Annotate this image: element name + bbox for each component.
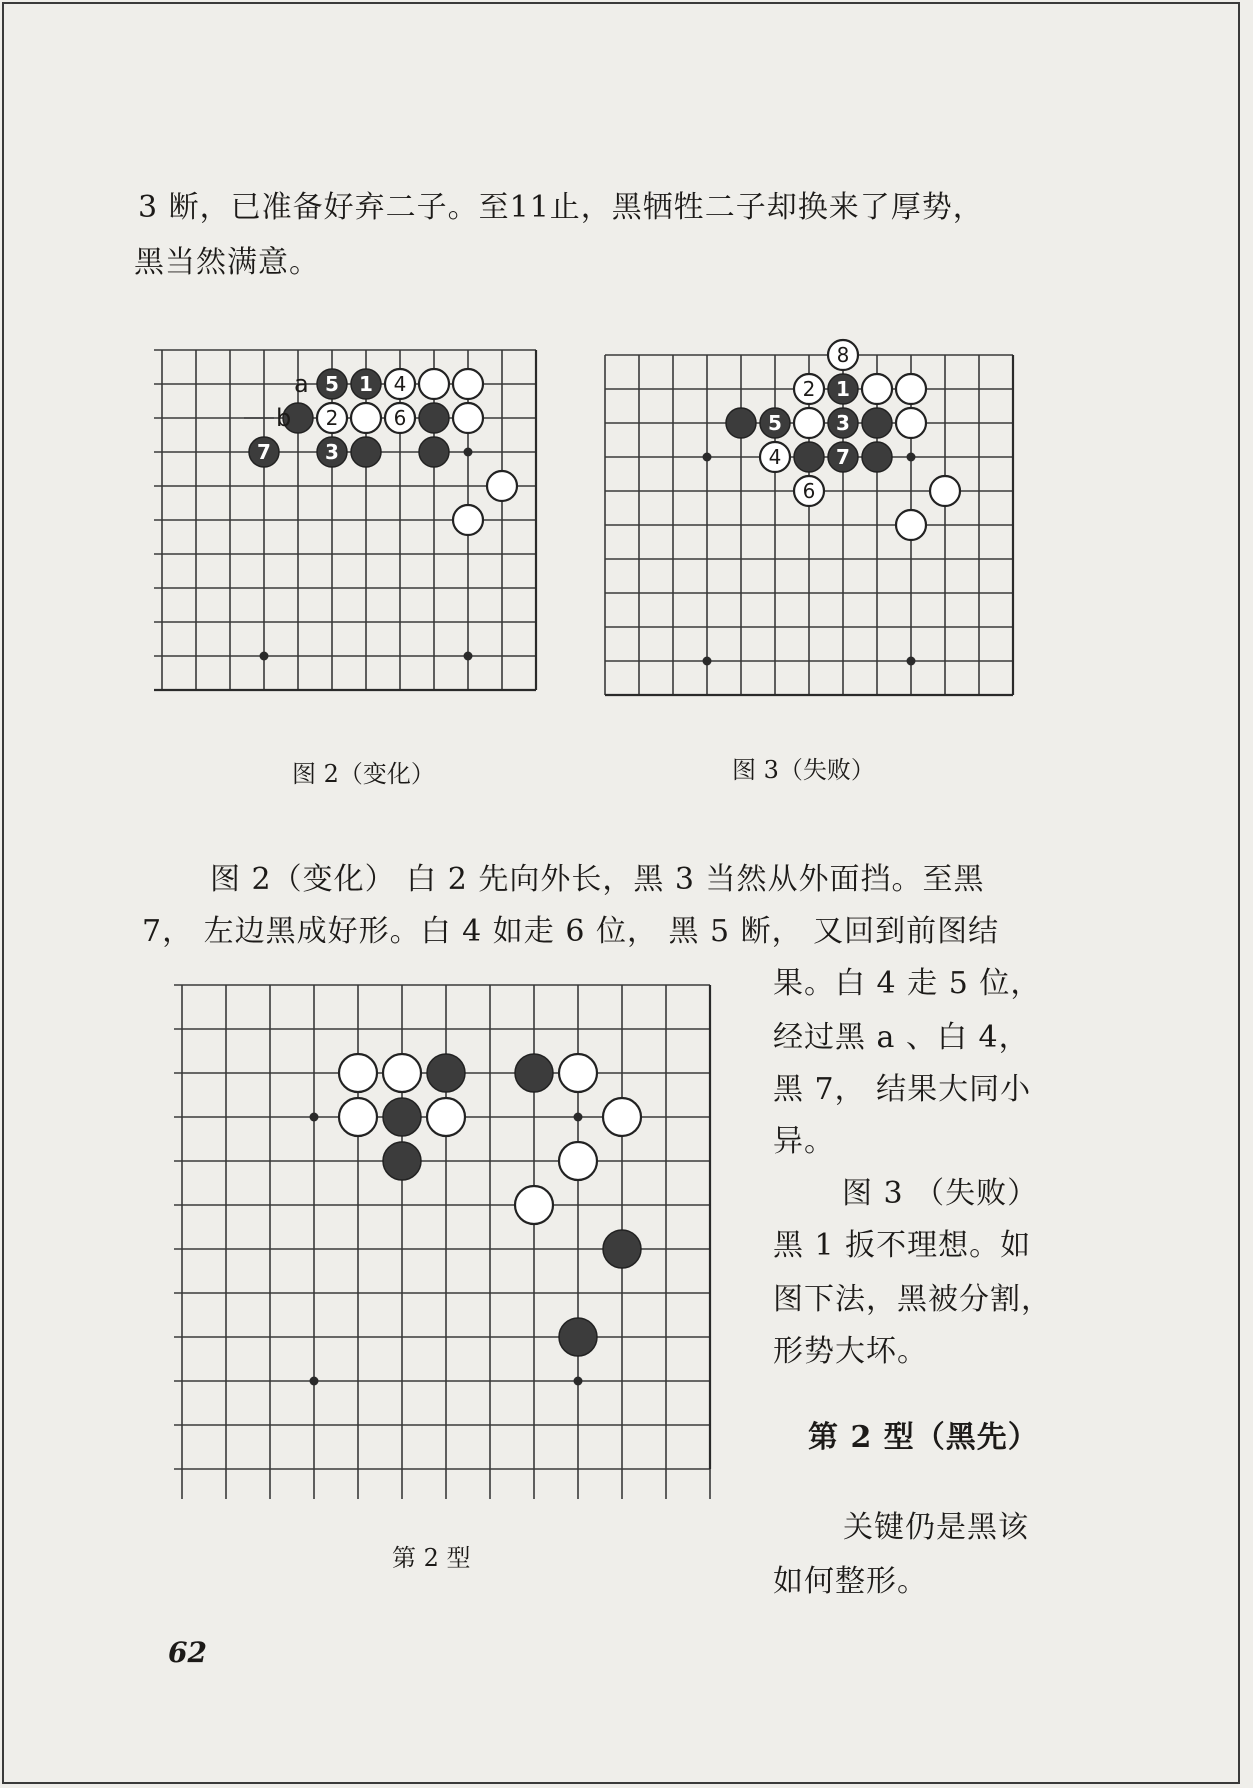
star-point	[907, 657, 916, 666]
black-stone	[828, 374, 858, 404]
black-stone	[419, 403, 449, 433]
move-number: 5	[325, 372, 339, 396]
move-number: 3	[836, 411, 850, 435]
white-stone	[896, 408, 926, 438]
white-stone	[896, 374, 926, 404]
paragraph-line: 关键仍是黑该	[843, 1510, 1029, 1545]
white-stone	[794, 476, 824, 506]
go-board-figure-3	[605, 345, 1030, 725]
black-stone	[249, 437, 279, 467]
white-stone	[559, 1142, 597, 1180]
move-number: 1	[836, 377, 850, 401]
white-stone	[862, 374, 892, 404]
white-stone	[896, 510, 926, 540]
white-stone	[760, 442, 790, 472]
point-label-a: a	[294, 370, 309, 398]
black-stone	[317, 437, 347, 467]
white-stone	[794, 408, 824, 438]
paragraph-line: 图 2（变化） 白 2 先向外长，黑 3 当然从外面挡。至黑	[210, 862, 985, 897]
paragraph-line: 黑 1 扳不理想。如	[773, 1228, 1032, 1263]
star-point	[310, 1377, 319, 1386]
star-point	[703, 657, 712, 666]
paragraph-line: 黑当然满意。	[134, 245, 320, 280]
white-stone	[453, 403, 483, 433]
black-stone	[559, 1318, 597, 1356]
section-heading: 第 2 型（黑先）	[808, 1420, 1039, 1455]
black-stone	[383, 1098, 421, 1136]
white-stone	[603, 1098, 641, 1136]
black-stone	[828, 442, 858, 472]
white-stone	[339, 1098, 377, 1136]
section-heading: 图 3 （失败）	[842, 1176, 1039, 1211]
white-stone	[427, 1098, 465, 1136]
star-point	[703, 453, 712, 462]
paragraph-line: 经过黑 a 、白 4，	[773, 1020, 1030, 1055]
go-board-figure-2	[150, 340, 570, 720]
white-stone	[930, 476, 960, 506]
star-point	[574, 1377, 583, 1386]
black-stone	[862, 442, 892, 472]
white-stone	[794, 374, 824, 404]
black-stone	[427, 1054, 465, 1092]
white-stone	[339, 1054, 377, 1092]
black-stone	[828, 408, 858, 438]
star-point	[464, 652, 473, 661]
figure-2-caption: 图 2（变化）	[292, 760, 435, 788]
move-number: 6	[393, 406, 407, 430]
figure-3-caption: 图 3（失败）	[732, 756, 875, 784]
move-number: 6	[802, 479, 816, 503]
white-stone	[453, 369, 483, 399]
white-stone	[453, 505, 483, 535]
paragraph-line: 异。	[773, 1124, 835, 1159]
paragraph-line: 如何整形。	[773, 1564, 928, 1599]
white-stone	[383, 1054, 421, 1092]
white-stone	[385, 403, 415, 433]
black-stone	[383, 1142, 421, 1180]
move-number: 1	[359, 372, 373, 396]
black-stone	[862, 408, 892, 438]
white-stone	[559, 1054, 597, 1092]
white-stone	[317, 403, 347, 433]
black-stone	[726, 408, 756, 438]
paragraph-line: 黑 7， 结果大同小	[773, 1072, 1032, 1107]
paragraph-line: 果。白 4 走 5 位，	[773, 966, 1042, 1001]
paragraph-line: 3 断，已准备好弃二子。至11止，黑牺牲二子却换来了厚势，	[138, 190, 984, 225]
white-stone	[351, 403, 381, 433]
black-stone	[419, 437, 449, 467]
paragraph-line: 7， 左边黑成好形。白 4 如走 6 位， 黑 5 断， 又回到前图结	[142, 914, 1000, 949]
star-point	[907, 453, 916, 462]
move-number: 4	[393, 372, 407, 396]
white-stone	[487, 471, 517, 501]
white-stone	[828, 340, 858, 370]
star-point	[464, 448, 473, 457]
black-stone	[317, 369, 347, 399]
move-number: 3	[325, 440, 339, 464]
black-stone	[351, 437, 381, 467]
move-number: 2	[325, 406, 339, 430]
move-number: 8	[836, 343, 850, 367]
paragraph-line: 形势大坏。	[773, 1334, 928, 1369]
black-stone	[603, 1230, 641, 1268]
point-label-b: b	[276, 404, 292, 432]
black-stone	[760, 408, 790, 438]
move-number: 2	[802, 377, 816, 401]
move-number: 7	[836, 445, 850, 469]
star-point	[310, 1113, 319, 1122]
star-point	[574, 1113, 583, 1122]
board-grid	[605, 355, 1013, 695]
black-stone	[515, 1054, 553, 1092]
paragraph-line: 图下法，黑被分割，	[773, 1282, 1052, 1317]
type-2-caption: 第 2 型	[392, 1544, 471, 1572]
white-stone	[385, 369, 415, 399]
page-number: 62	[168, 1636, 207, 1669]
move-number: 4	[768, 445, 782, 469]
star-point	[260, 652, 269, 661]
move-number: 7	[257, 440, 271, 464]
white-stone	[515, 1186, 553, 1224]
move-number: 5	[768, 411, 782, 435]
black-stone	[351, 369, 381, 399]
white-stone	[419, 369, 449, 399]
black-stone	[794, 442, 824, 472]
go-board-type-2	[170, 975, 730, 1535]
